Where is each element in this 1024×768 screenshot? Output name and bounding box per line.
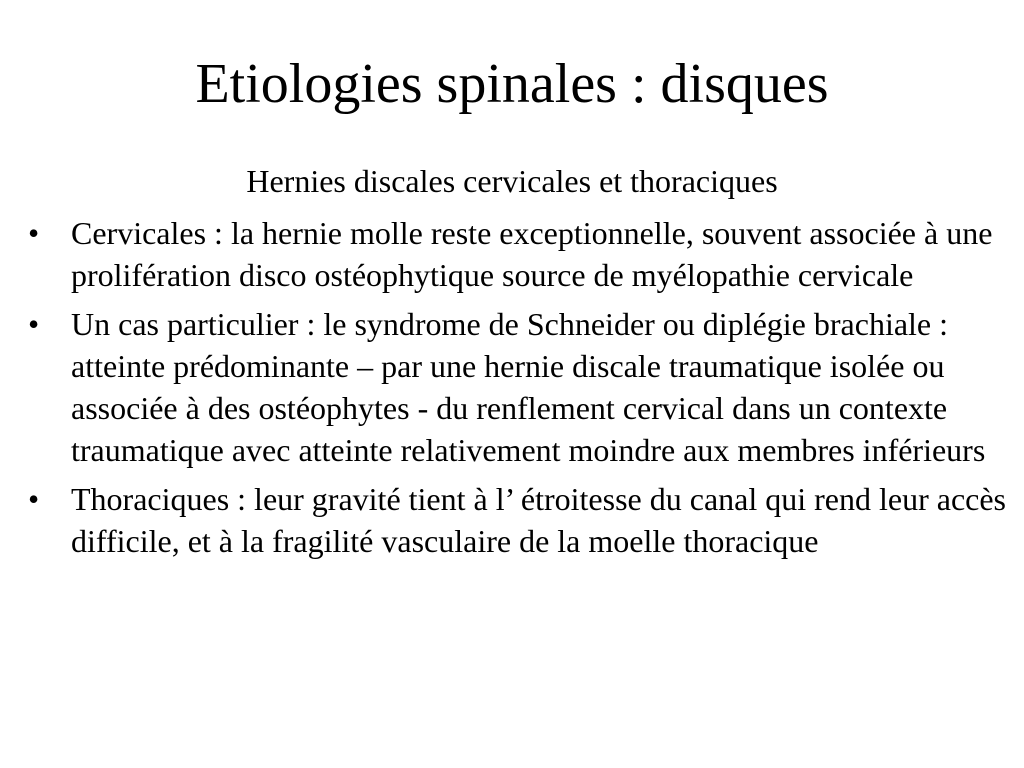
bullet-item-thoraciques [28, 478, 1008, 562]
bullet-text: Un cas particulier : le syndrome de Schneider ou diplégie brachiale : atteinte prédominante – par une hernie discale traumatique isolée ou associée à des ostéophytes - du renflement cervical dans un contexte traumatique avec atteinte relativement moindre aux membres inférieurs [71, 306, 986, 468]
bullet-item-schneider [28, 303, 1008, 471]
bullet-item-cervicales [28, 212, 1008, 296]
bullet-dot-icon: • [28, 215, 40, 251]
slide-title: Etiologies spinales : disques [195, 53, 829, 115]
bullet-text: Cervicales : la hernie molle reste exceptionnelle, souvent associée à une prolifération disco ostéophytique source de myélopathie cervicale [71, 215, 993, 293]
bullet-dot-icon: • [28, 481, 40, 517]
bullet-dot-icon: • [28, 306, 40, 342]
bullet-text: Thoraciques : leur gravité tient à l’ étroitesse du canal qui rend leur accès difficile, et à la fragilité vasculaire de la moelle thoracique [71, 481, 1006, 559]
slide-subtitle: Hernies discales cervicales et thoraciques [246, 163, 778, 199]
bullet-list [28, 212, 1008, 569]
